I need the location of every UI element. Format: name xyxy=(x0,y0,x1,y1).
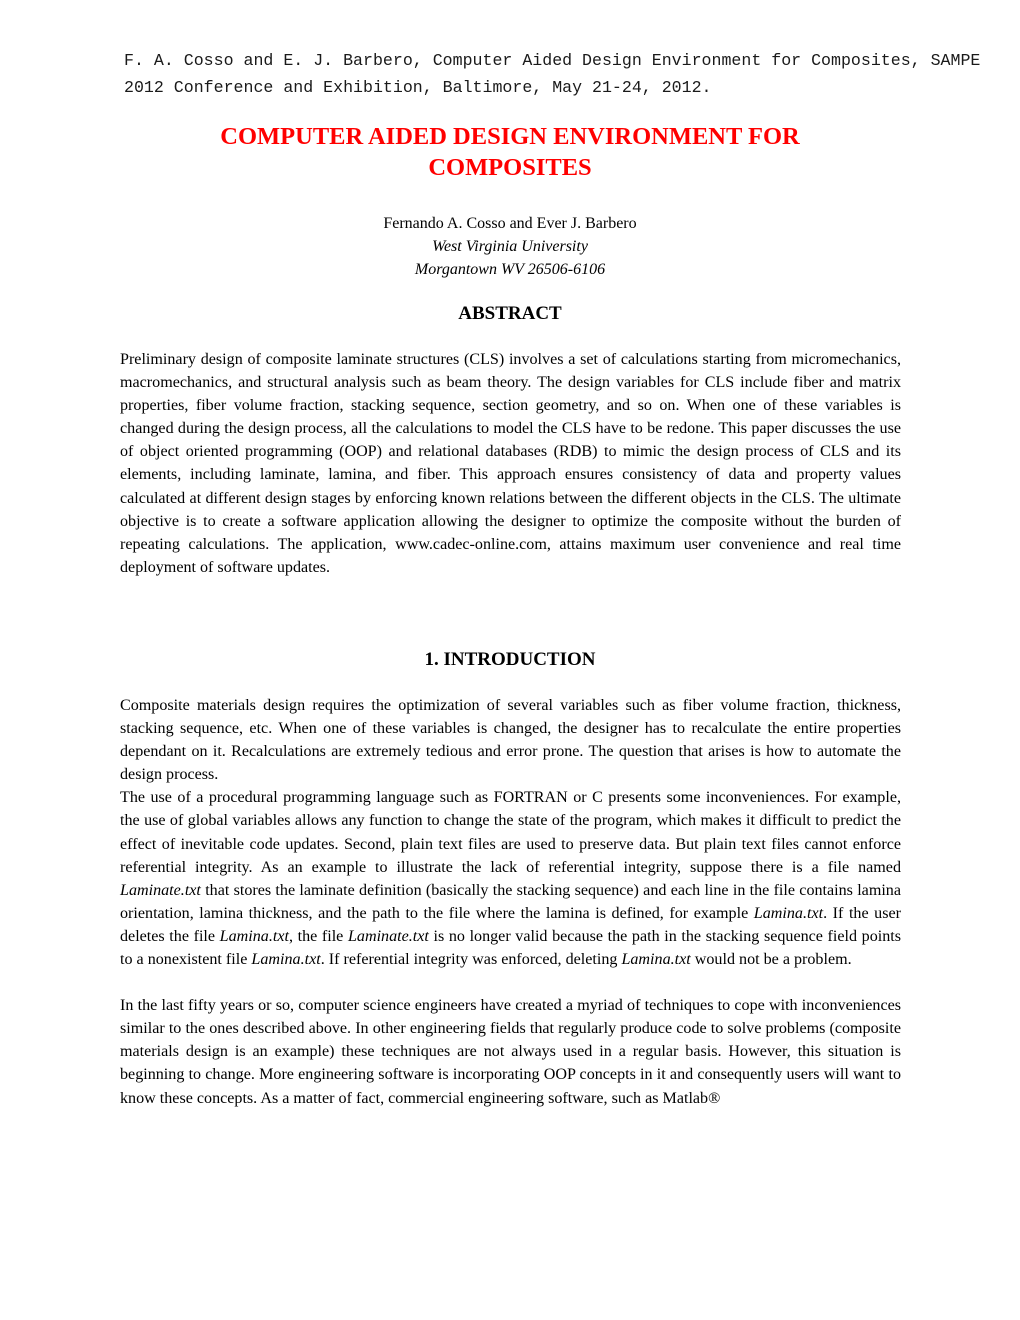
author-location: Morgantown WV 26506-6106 xyxy=(414,261,606,278)
text-run: The use of a procedural programming language such as FORTRAN or C presents some inconveniences. For example, the use of global variables allows any function to change the state of the program, which makes it difficult to predict the effect of inevitable code updates. Second, plain text files are used to preserve data. But plain text files cannot enforce referential integrity. As an example to illustrate the lack of referential integrity, suppose there is a file named xyxy=(120,789,901,876)
author-names: Fernando A. Cosso and Ever J. Barbero xyxy=(383,215,637,232)
author-affiliation: West Virginia University xyxy=(432,238,588,255)
title-line-2: COMPOSITES xyxy=(428,154,592,181)
intro-paragraph-1: Composite materials design requires the optimization of several variables such as fiber volume fraction, thickness, stacking sequence, etc. When one of these variables is changed, the designer has to recalculate the entire properties dependant on it. Recalculations are extremely tedious and error prone. The question that arises is how to automate the design process. xyxy=(120,697,901,784)
intro-paragraph-2 xyxy=(120,786,901,971)
filename-laminate: Laminate.txt xyxy=(347,927,429,945)
text-run: that stores the laminate definition (basically the stacking sequence) and each line in the file contains lamina orientation, lamina thickness, and the path to the file where the lamina is defined, for example xyxy=(120,881,901,922)
introduction-heading: 1. INTRODUCTION xyxy=(424,649,596,670)
abstract-heading: ABSTRACT xyxy=(458,303,562,324)
text-run: would not be a problem. xyxy=(690,951,852,969)
filename-laminate: Laminate.txt xyxy=(120,881,201,899)
text-run: is no longer valid because the path in the stacking sequence field points to a nonexistent file xyxy=(120,927,902,969)
author-block xyxy=(120,212,900,281)
introduction-body xyxy=(120,694,901,1110)
intro-paragraph-3: In the last fifty years or so, computer science engineers have created a myriad of techniques to cope with inconveniences similar to the ones described above. In other engineering fields that regularly produce code to solve problems (composite materials design is an example) these techniques are not always used in a regular basis. However, this situation is beginning to change. More engineering software is incorporating OOP concepts in it and consequently users will want to know these concepts. As a matter of fact, commercial engineering software, such as Matlab® xyxy=(120,997,901,1107)
paper-title xyxy=(120,121,900,183)
filename-lamina: Lamina.txt xyxy=(219,927,289,945)
abstract-text: Preliminary design of composite laminate structures (CLS) involves a set of calculations starting from micromechanics, macromechanics, and structural analysis such as beam theory. The design variables for CLS include fiber and matrix properties, fiber volume fraction, stacking sequence, section geometry, and so on. When one of these variables is changed during the design process, all the calculations to model the CLS have to be redone. This paper discusses the use of object oriented programming (OOP) and relational databases (RDB) to mimic the design process of CLS and its elements, including laminate, lamina, and fiber. This approach ensures consistency of data and property values calculated at different design stages by enforcing known relations between the different objects in the CLS. The ultimate objective is to create a software application allowing the designer to optimize the composite without the burden of repeating calculations. The application, www.cadec-online.com, attains maximum user convenience and real time deployment of software updates. xyxy=(120,351,901,576)
text-run: . If the user deletes the file xyxy=(120,904,901,945)
paragraph-spacer xyxy=(120,971,901,994)
title-line-1: COMPUTER AIDED DESIGN ENVIRONMENT FOR xyxy=(220,123,800,150)
filename-lamina: Lamina.txt xyxy=(251,951,321,969)
filename-lamina: Lamina.txt xyxy=(753,904,824,922)
citation-header: F. A. Cosso and E. J. Barbero, Computer Aided Design Environment for Composites, SAMPE 2012 Conference and Exhibition, Baltimore, May 21-24, 2012. xyxy=(124,51,991,97)
text-run: , the file xyxy=(288,927,348,945)
text-run: . If referential integrity was enforced, deleting xyxy=(320,951,622,969)
filename-lamina: Lamina.txt xyxy=(621,951,691,969)
